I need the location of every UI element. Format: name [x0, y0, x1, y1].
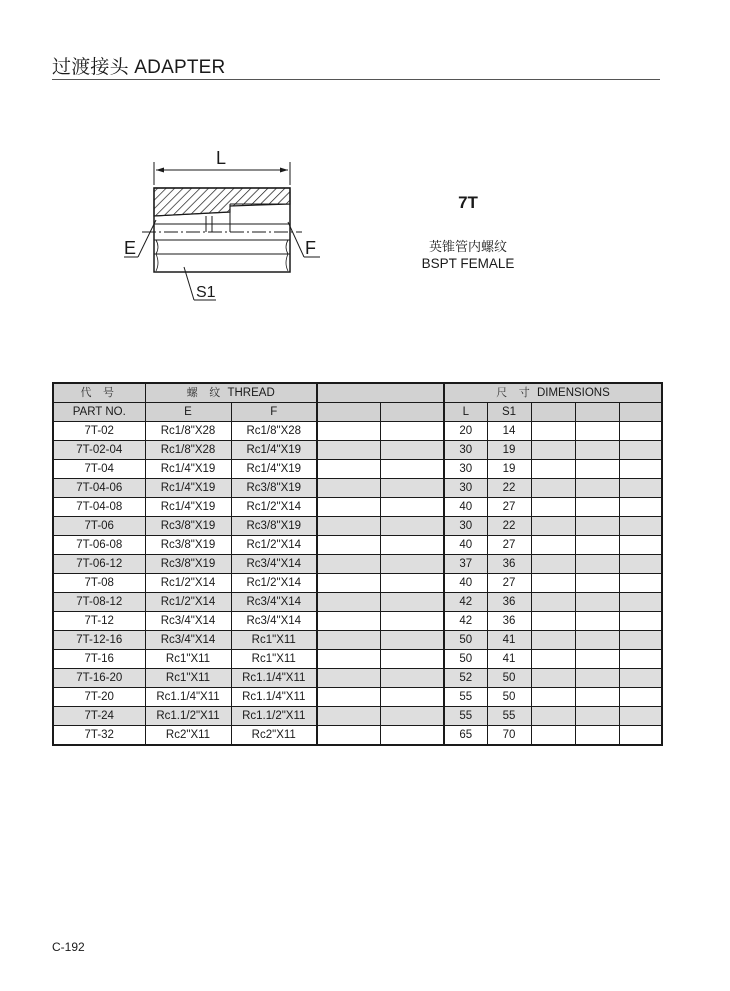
blank-cell	[575, 612, 619, 631]
dim-l-cell: 30	[444, 460, 487, 479]
table-row	[53, 536, 662, 555]
thread-f-cell: Rc3/8"X19	[231, 479, 317, 498]
blank-cell	[575, 536, 619, 555]
table-header-row-1	[53, 383, 662, 403]
table-row	[53, 650, 662, 669]
label-S1: S1	[196, 284, 216, 301]
dim-l-cell: 50	[444, 631, 487, 650]
dim-l-cell: 40	[444, 574, 487, 593]
table-row	[53, 517, 662, 536]
blank-cell	[575, 593, 619, 612]
thread-e-cell: Rc1"X11	[145, 650, 231, 669]
thread-f-cell: Rc1.1/4"X11	[231, 688, 317, 707]
blank-cell	[317, 650, 380, 669]
dimensions-header: 尺 寸 DIMENSIONS	[444, 383, 662, 403]
blank-cell	[619, 536, 662, 555]
part-number-cell: 7T-24	[53, 707, 145, 726]
blank-cell	[531, 555, 575, 574]
blank-cell	[619, 555, 662, 574]
blank-cell	[317, 498, 380, 517]
part-number-cell: 7T-02	[53, 422, 145, 441]
dim-s1-cell: 50	[487, 688, 531, 707]
blank-cell	[380, 479, 444, 498]
thread-e-cell: Rc1/4"X19	[145, 479, 231, 498]
table-row	[53, 688, 662, 707]
blank-cell	[380, 707, 444, 726]
thread-e-cell: Rc1/4"X19	[145, 460, 231, 479]
dim-l-cell: 30	[444, 479, 487, 498]
thread-f-cell: Rc1/2"X14	[231, 498, 317, 517]
blank-cell	[619, 612, 662, 631]
blank-cell	[317, 536, 380, 555]
blank-cell	[575, 479, 619, 498]
thread-f-cell: Rc1/2"X14	[231, 536, 317, 555]
thread-e-cell: Rc3/4"X14	[145, 631, 231, 650]
blank-col-header	[380, 403, 444, 422]
blank-cell	[531, 593, 575, 612]
dim-l-cell: 30	[444, 517, 487, 536]
blank-cell	[317, 574, 380, 593]
blank-col-header	[317, 403, 380, 422]
blank-col-header	[619, 403, 662, 422]
table-row	[53, 631, 662, 650]
dim-l-cell: 50	[444, 650, 487, 669]
blank-cell	[531, 669, 575, 688]
blank-cell	[619, 460, 662, 479]
part-number-cell: 7T-32	[53, 726, 145, 746]
blank-cell	[531, 631, 575, 650]
part-no-header: PART NO.	[53, 403, 145, 422]
dim-l-cell: 55	[444, 688, 487, 707]
blank-cell	[531, 441, 575, 460]
thread-e-cell: Rc1.1/2"X11	[145, 707, 231, 726]
thread-f-cell: Rc2"X11	[231, 726, 317, 746]
dim-s1-cell: 27	[487, 574, 531, 593]
dim-l-cell: 40	[444, 536, 487, 555]
dim-s1-cell: 50	[487, 669, 531, 688]
table-row	[53, 460, 662, 479]
blank-cell	[619, 726, 662, 746]
dim-s1-cell: 41	[487, 650, 531, 669]
dim-s1-cell: 22	[487, 479, 531, 498]
part-number-cell: 7T-06	[53, 517, 145, 536]
table-row	[53, 441, 662, 460]
blank-cell	[380, 498, 444, 517]
blank-cell	[575, 517, 619, 536]
blank-cell	[575, 650, 619, 669]
dim-l-cell: 52	[444, 669, 487, 688]
thread-e-cell: Rc1/4"X19	[145, 498, 231, 517]
dim-s1-cell: 55	[487, 707, 531, 726]
thread-f-cell: Rc1.1/4"X11	[231, 669, 317, 688]
dim-s1-cell: 36	[487, 593, 531, 612]
product-description-en: BSPT FEMALE	[421, 256, 515, 271]
blank-header	[317, 383, 444, 403]
dim-l-cell: 55	[444, 707, 487, 726]
blank-cell	[317, 555, 380, 574]
spec-table	[52, 382, 663, 746]
dim-s1-cell: 14	[487, 422, 531, 441]
thread-e-cell: Rc1/2"X14	[145, 574, 231, 593]
blank-cell	[531, 612, 575, 631]
blank-cell	[380, 536, 444, 555]
blank-cell	[380, 555, 444, 574]
blank-cell	[531, 688, 575, 707]
thread-f-cell: Rc1/4"X19	[231, 441, 317, 460]
thread-f-cell: Rc1/2"X14	[231, 574, 317, 593]
blank-cell	[575, 441, 619, 460]
col-l-header: L	[444, 403, 487, 422]
thread-f-cell: Rc1/4"X19	[231, 460, 317, 479]
blank-cell	[619, 517, 662, 536]
blank-cell	[531, 574, 575, 593]
blank-cell	[317, 726, 380, 746]
part-number-cell: 7T-04-08	[53, 498, 145, 517]
blank-cell	[575, 460, 619, 479]
dim-s1-cell: 70	[487, 726, 531, 746]
blank-cell	[619, 669, 662, 688]
thread-f-cell: Rc1"X11	[231, 650, 317, 669]
blank-cell	[531, 460, 575, 479]
blank-cell	[380, 612, 444, 631]
title-divider	[52, 79, 660, 80]
blank-cell	[380, 441, 444, 460]
part-number-cell: 7T-06-08	[53, 536, 145, 555]
blank-cell	[317, 517, 380, 536]
blank-cell	[575, 422, 619, 441]
dim-s1-cell: 19	[487, 460, 531, 479]
blank-cell	[317, 460, 380, 479]
thread-e-cell: Rc1/8"X28	[145, 422, 231, 441]
dim-l-cell: 65	[444, 726, 487, 746]
part-number-cell: 7T-08	[53, 574, 145, 593]
blank-cell	[575, 707, 619, 726]
product-code: 7T	[458, 193, 478, 212]
blank-cell	[575, 498, 619, 517]
dim-l-cell: 20	[444, 422, 487, 441]
thread-e-cell: Rc1/2"X14	[145, 593, 231, 612]
blank-cell	[619, 574, 662, 593]
thread-e-cell: Rc2"X11	[145, 726, 231, 746]
blank-cell	[380, 631, 444, 650]
part-number-cell: 7T-04-06	[53, 479, 145, 498]
blank-cell	[619, 688, 662, 707]
thread-f-cell: Rc3/8"X19	[231, 517, 317, 536]
table-row	[53, 669, 662, 688]
blank-cell	[380, 650, 444, 669]
adapter-drawing	[112, 140, 332, 310]
blank-cell	[619, 479, 662, 498]
blank-cell	[317, 422, 380, 441]
blank-cell	[380, 574, 444, 593]
dim-s1-cell: 36	[487, 612, 531, 631]
blank-cell	[575, 631, 619, 650]
blank-cell	[619, 631, 662, 650]
thread-e-cell: Rc3/4"X14	[145, 612, 231, 631]
thread-e-cell: Rc3/8"X19	[145, 555, 231, 574]
part-number-cell: 7T-02-04	[53, 441, 145, 460]
table-row	[53, 479, 662, 498]
part-number-cell: 7T-06-12	[53, 555, 145, 574]
blank-cell	[575, 726, 619, 746]
dim-s1-cell: 27	[487, 498, 531, 517]
dim-s1-cell: 41	[487, 631, 531, 650]
blank-cell	[619, 650, 662, 669]
blank-cell	[531, 726, 575, 746]
blank-cell	[575, 669, 619, 688]
blank-cell	[380, 688, 444, 707]
dim-l-cell: 42	[444, 593, 487, 612]
dim-s1-cell: 19	[487, 441, 531, 460]
thread-f-cell: Rc3/4"X14	[231, 593, 317, 612]
dim-s1-cell: 36	[487, 555, 531, 574]
blank-cell	[317, 669, 380, 688]
blank-cell	[531, 517, 575, 536]
thread-f-cell: Rc1/8"X28	[231, 422, 317, 441]
page-title: 过渡接头 ADAPTER	[52, 57, 226, 78]
thread-header: 螺 纹 THREAD	[145, 383, 317, 403]
table-row	[53, 726, 662, 746]
blank-cell	[317, 593, 380, 612]
table-row	[53, 555, 662, 574]
dim-l-cell: 40	[444, 498, 487, 517]
part-header-cn: 代 号	[53, 383, 145, 403]
blank-cell	[619, 707, 662, 726]
blank-cell	[575, 574, 619, 593]
blank-cell	[317, 479, 380, 498]
blank-cell	[317, 707, 380, 726]
dim-l-cell: 37	[444, 555, 487, 574]
blank-cell	[619, 498, 662, 517]
thread-e-cell: Rc1.1/4"X11	[145, 688, 231, 707]
col-e-header: E	[145, 403, 231, 422]
blank-cell	[380, 726, 444, 746]
table-row	[53, 498, 662, 517]
blank-cell	[380, 517, 444, 536]
blank-cell	[317, 441, 380, 460]
thread-e-cell: Rc1/8"X28	[145, 441, 231, 460]
blank-cell	[575, 688, 619, 707]
blank-cell	[531, 707, 575, 726]
table-row	[53, 574, 662, 593]
part-number-cell: 7T-12	[53, 612, 145, 631]
thread-e-cell: Rc1"X11	[145, 669, 231, 688]
blank-col-header	[575, 403, 619, 422]
col-f-header: F	[231, 403, 317, 422]
col-s1-header: S1	[487, 403, 531, 422]
blank-cell	[575, 555, 619, 574]
table-row	[53, 612, 662, 631]
blank-cell	[317, 688, 380, 707]
dim-s1-cell: 27	[487, 536, 531, 555]
thread-f-cell: Rc3/4"X14	[231, 555, 317, 574]
label-L: L	[216, 148, 227, 168]
dim-l-cell: 30	[444, 441, 487, 460]
part-number-cell: 7T-12-16	[53, 631, 145, 650]
part-number-cell: 7T-08-12	[53, 593, 145, 612]
page-number: C-192	[52, 940, 85, 954]
blank-cell	[380, 460, 444, 479]
part-number-cell: 7T-20	[53, 688, 145, 707]
dim-s1-cell: 22	[487, 517, 531, 536]
label-E: E	[124, 238, 137, 258]
blank-cell	[619, 441, 662, 460]
blank-cell	[317, 612, 380, 631]
blank-cell	[531, 536, 575, 555]
product-description-cn: 英锥管内螺纹	[428, 240, 507, 255]
thread-f-cell: Rc1"X11	[231, 631, 317, 650]
part-number-cell: 7T-04	[53, 460, 145, 479]
table-row	[53, 707, 662, 726]
blank-cell	[531, 650, 575, 669]
thread-f-cell: Rc3/4"X14	[231, 612, 317, 631]
blank-cell	[380, 593, 444, 612]
blank-cell	[619, 422, 662, 441]
blank-cell	[531, 479, 575, 498]
dim-l-cell: 42	[444, 612, 487, 631]
thread-e-cell: Rc3/8"X19	[145, 536, 231, 555]
part-number-cell: 7T-16-20	[53, 669, 145, 688]
label-F: F	[305, 238, 316, 258]
blank-cell	[317, 631, 380, 650]
blank-cell	[380, 669, 444, 688]
thread-e-cell: Rc3/8"X19	[145, 517, 231, 536]
table-row	[53, 593, 662, 612]
blank-cell	[619, 593, 662, 612]
thread-f-cell: Rc1.1/2"X11	[231, 707, 317, 726]
blank-cell	[531, 422, 575, 441]
blank-cell	[531, 498, 575, 517]
blank-cell	[380, 422, 444, 441]
table-row	[53, 422, 662, 441]
table-header-row-2	[53, 403, 662, 422]
part-number-cell: 7T-16	[53, 650, 145, 669]
blank-col-header	[531, 403, 575, 422]
